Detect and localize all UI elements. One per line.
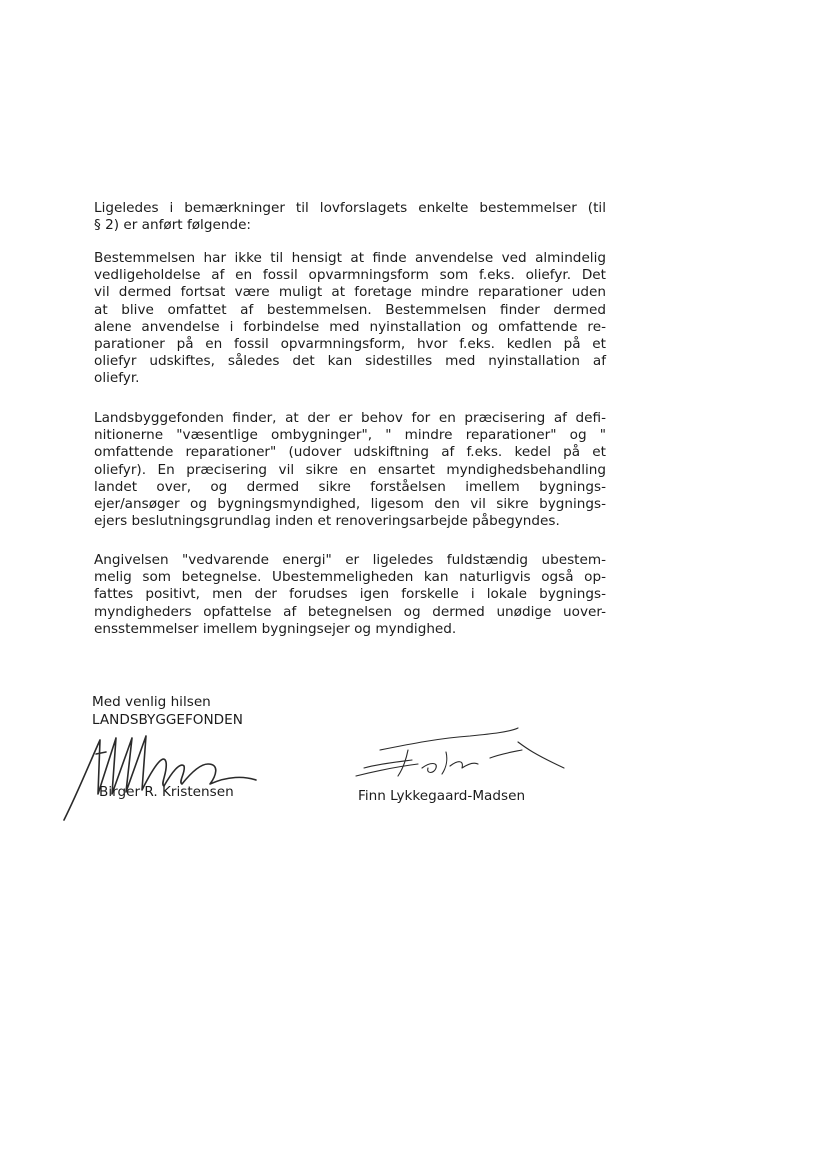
- closing-block: [92, 694, 243, 729]
- paragraph-line: omfattende reparationer" (udover udskiftning af f.eks. kedel på et: [94, 444, 606, 461]
- paragraph-line: melig som betegnelse. Ubestemmeligheden kan naturligvis også op-: [94, 569, 606, 586]
- paragraph-line: ejer/ansøger og bygningsmyndighed, ligesom den vil sikre bygnings-: [94, 496, 606, 513]
- signature-birger-kristensen: [60, 732, 260, 822]
- paragraph-line: alene anvendelse i forbindelse med nyinstallation og omfattende re-: [94, 318, 606, 335]
- paragraph-line: ejers beslutningsgrundlag inden et renoveringsarbejde påbegyndes.: [94, 513, 560, 530]
- paragraph-line: fattes positivt, men der forudses igen forskelle i lokale bygnings-: [94, 586, 606, 603]
- signature-finn-lykkegaard-madsen: [350, 724, 570, 784]
- signatory-name: Birger R. Kristensen: [99, 784, 234, 800]
- paragraph-line: Bestemmelsen har ikke til hensigt at finde anvendelse ved almindelig: [94, 250, 606, 266]
- paragraph-1: [94, 200, 606, 234]
- paragraph-line: myndigheders opfattelse af betegnelsen og dermed unødige uover-: [94, 603, 606, 620]
- paragraph-line: Ligeledes i bemærkninger til lovforslagets enkelte bestemmelser (til: [94, 200, 606, 216]
- paragraph-3: [94, 410, 606, 530]
- paragraph-4: [94, 552, 606, 638]
- paragraph-line: vedligeholdelse af en fossil opvarmningsform som f.eks. oliefyr. Det: [94, 267, 606, 284]
- paragraph-line: nitionerne "væsentlige ombygninger", " mindre reparationer" og ": [94, 427, 606, 444]
- paragraph-line: ensstemmelser imellem bygningsejer og myndighed.: [94, 620, 457, 637]
- paragraph-line: oliefyr.: [94, 370, 140, 387]
- paragraph-line: Angivelsen "vedvarende energi" er ligeledes fuldstændig ubestem-: [94, 552, 606, 568]
- paragraph-line: landet over, og dermed sikre forståelsen imellem bygnings-: [94, 478, 606, 495]
- closing-greeting: Med venlig hilsen: [92, 694, 211, 710]
- paragraph-line: oliefyr). En præcisering vil sikre en ensartet myndighedsbehandling: [94, 461, 606, 478]
- paragraph-line: parationer på en fossil opvarmningsform, hvor f.eks. kedlen på et: [94, 336, 606, 353]
- paragraph-line: at blive omfattet af bestemmelsen. Bestemmelsen finder dermed: [94, 301, 606, 318]
- closing-organization: LANDSBYGGEFONDEN: [92, 711, 243, 728]
- paragraph-line: vil dermed fortsat være muligt at foretage mindre reparationer uden: [94, 284, 606, 301]
- paragraph-line: § 2) er anført følgende:: [94, 217, 252, 234]
- paragraph-line: Landsbyggefonden finder, at der er behov for en præcisering af defi-: [94, 410, 606, 426]
- paragraph-2: [94, 250, 606, 388]
- signatory-name: Finn Lykkegaard-Madsen: [358, 788, 526, 804]
- paragraph-line: oliefyr udskiftes, således det kan sidestilles med nyinstallation af: [94, 353, 606, 370]
